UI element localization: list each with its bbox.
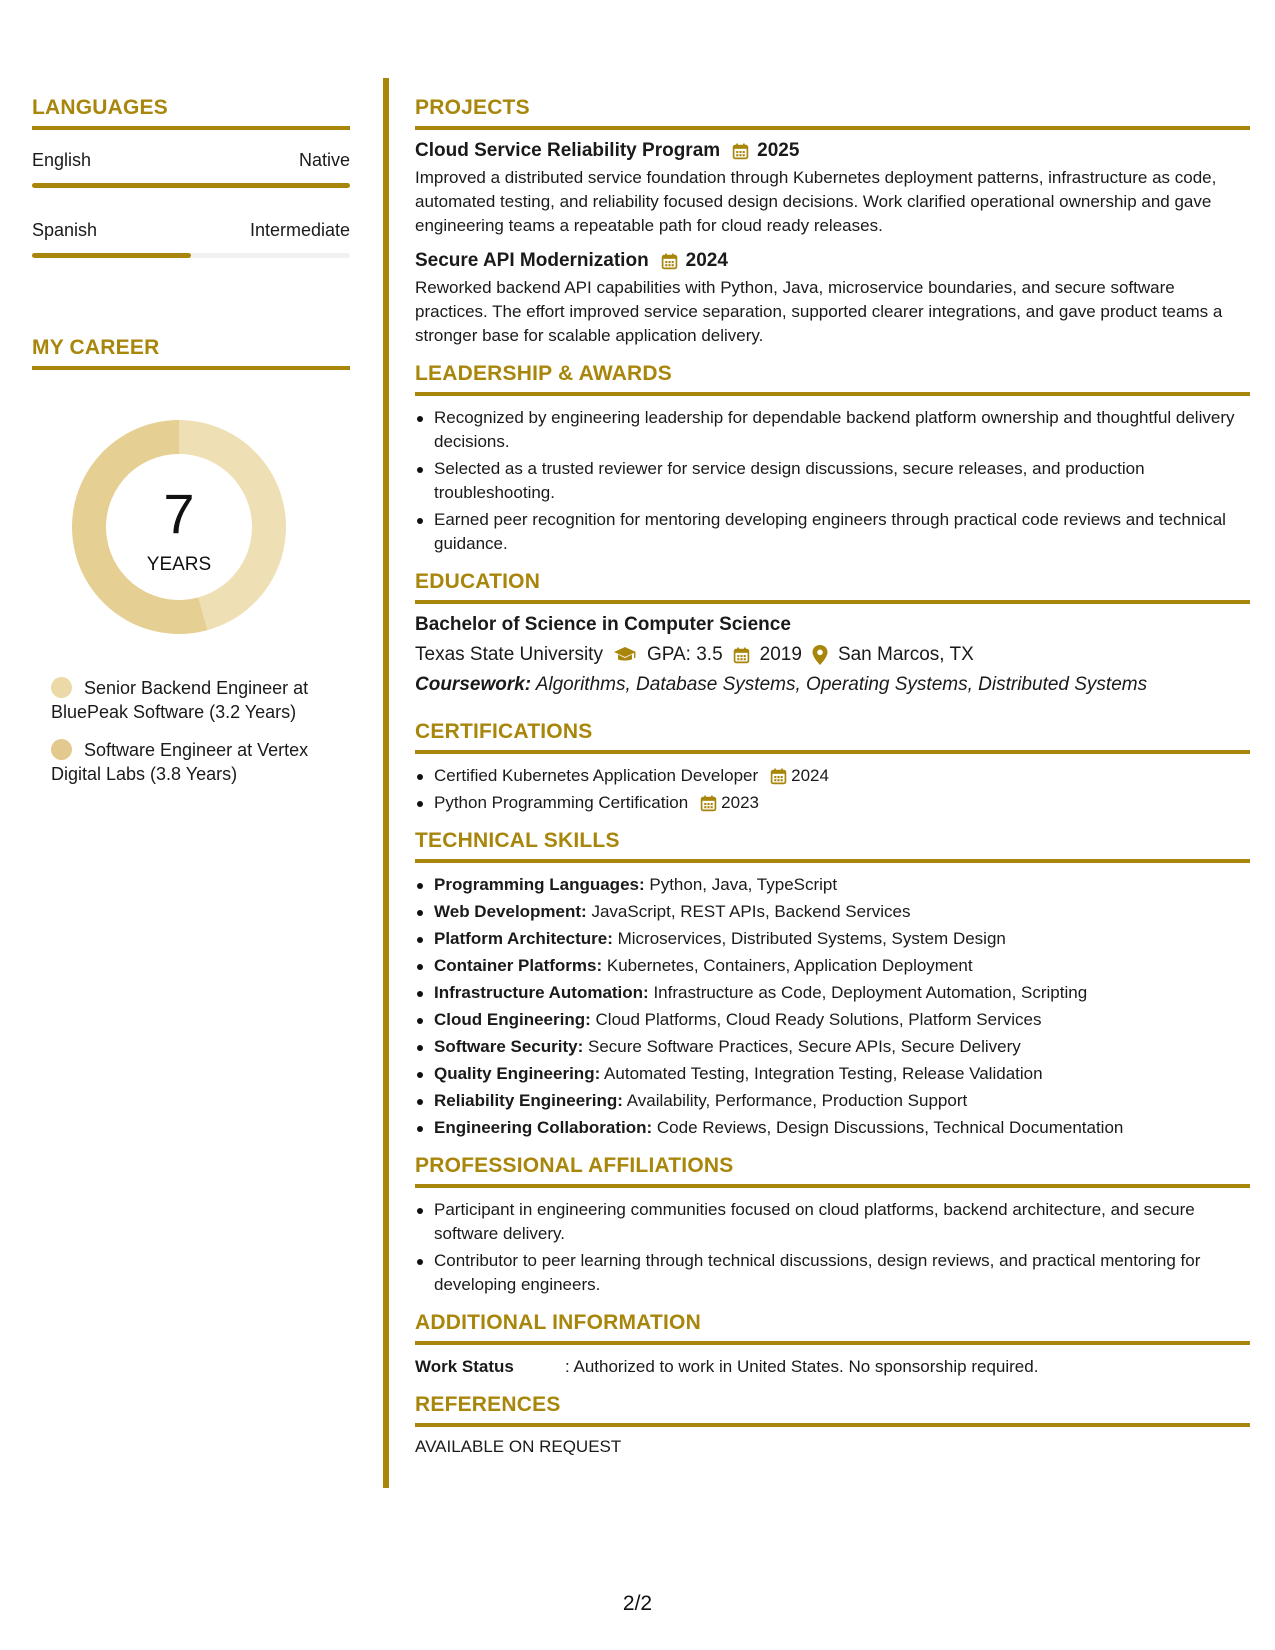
legend-dot-icon [51,677,72,698]
skill-value: Infrastructure as Code, Deployment Automation, Scripting [653,983,1088,1002]
work-status-label: Work Status [415,1357,514,1376]
skill-value: Availability, Performance, Production Support [626,1091,968,1110]
coursework-label: Coursework: [415,674,532,695]
calendar-icon [770,768,787,785]
projects-title: PROJECTS [415,96,530,119]
calendar-icon [733,647,750,664]
career-donut-chart [66,414,292,640]
language-level: Intermediate [249,220,350,240]
skill-value: Kubernetes, Containers, Application Deployment [606,956,973,975]
calendar-icon [700,795,717,812]
references-text: AVAILABLE ON REQUEST [415,1437,622,1456]
skill-value: Python, Java, TypeScript [649,875,838,894]
leadership-section [415,362,1250,556]
certifications-list [415,764,1250,815]
page-number: 2/2 [622,1592,653,1615]
certification-name: Python Programming Certification [434,793,689,812]
projects-section [415,96,1250,348]
affiliations-list [415,1198,1250,1297]
certification-name: Certified Kubernetes Application Developer [434,766,759,785]
project-name: Cloud Service Reliability Program [415,140,721,161]
list-item [415,764,1250,788]
skill-value: Code Reviews, Design Discussions, Technical Documentation [656,1118,1124,1137]
skill-label: Infrastructure Automation: [434,983,649,1002]
project-year: 2024 [685,250,728,271]
education-title: EDUCATION [415,570,541,593]
project-name: Secure API Modernization [415,250,649,271]
career-legend [32,676,350,786]
list-item [415,1008,1250,1032]
section-divider [415,750,1250,754]
additional-info-section [415,1311,1250,1379]
legend-dot-icon [51,739,72,760]
list-item [415,1035,1250,1059]
section-divider [32,126,350,130]
language-proficiency-fill [32,183,350,188]
skill-label: Web Development: [434,902,587,921]
career-title: MY CAREER [32,336,160,359]
education-degree: Bachelor of Science in Computer Science [415,614,791,635]
graduation-cap-icon [613,646,637,664]
skill-label: Quality Engineering: [434,1064,601,1083]
education-coursework [415,674,1250,696]
list-item: Participant in engineering communities focused on cloud platforms, backend architecture, and secure software delivery. [415,1198,1250,1246]
skill-value: Secure Software Practices, Secure APIs, Secure Delivery [588,1037,1021,1056]
column-divider [383,78,389,1488]
education-gpa: GPA: 3.5 [646,644,723,665]
work-status-row [415,1355,1250,1379]
list-item: Selected as a trusted reviewer for service design discussions, secure releases, and production troubleshooting. [415,457,1250,505]
affiliations-title: PROFESSIONAL AFFILIATIONS [415,1154,734,1177]
language-proficiency-bar [32,253,350,258]
project-description: Reworked backend API capabilities with Python, Java, microservice boundaries, and secure software practices. The effort improved service separation, supported clearer integrations, and gave product teams a stronger base for scalable application delivery. [415,278,1223,345]
project-year: 2025 [757,140,800,161]
career-section [32,336,350,800]
leadership-list [415,406,1250,556]
section-divider [415,1341,1250,1345]
languages-title: LANGUAGES [32,96,168,119]
section-divider [415,392,1250,396]
section-divider [415,859,1250,863]
list-item: Contributor to peer learning through technical discussions, design reviews, and practical mentoring for developing engineers. [415,1249,1250,1297]
skill-label: Platform Architecture: [434,929,613,948]
list-item [415,873,1250,897]
skill-label: Container Platforms: [434,956,603,975]
references-title: REFERENCES [415,1393,561,1416]
list-item [415,981,1250,1005]
skill-label: Software Security: [434,1037,584,1056]
section-divider [415,1184,1250,1188]
section-divider [32,366,350,370]
skill-label: Reliability Engineering: [434,1091,623,1110]
list-item: Earned peer recognition for mentoring developing engineers through practical code reviews and technical guidance. [415,508,1250,556]
coursework-value: Algorithms, Database Systems, Operating Systems, Distributed Systems [535,674,1148,695]
affiliations-section [415,1154,1250,1297]
certifications-section [415,720,1250,815]
language-item-english [32,150,350,171]
education-year: 2019 [759,644,802,665]
skill-label: Cloud Engineering: [434,1010,591,1029]
location-pin-icon [812,645,828,665]
skill-value: Automated Testing, Integration Testing, Release Validation [604,1064,1043,1083]
list-item [415,1089,1250,1113]
list-item [415,927,1250,951]
project-description: Improved a distributed service foundation through Kubernetes deployment patterns, infrastructure as code, automated testing, and reliability focused design decisions. Work clarified operational ownership and gave engineering teams a repeatable path for cloud ready releases. [415,168,1217,235]
language-proficiency-bar [32,183,350,188]
section-divider [415,126,1250,130]
leadership-title: LEADERSHIP & AWARDS [415,362,672,385]
career-total-years: 7 [163,482,195,545]
main-column [415,96,1250,1471]
education-location: San Marcos, TX [837,644,974,665]
skills-section [415,829,1250,1140]
list-item [415,900,1250,924]
career-legend-label: Software Engineer at Vertex Digital Labs (3.8 Years) [51,740,309,784]
language-proficiency-fill [32,253,191,258]
skill-label: Programming Languages: [434,875,645,894]
project-header [415,140,1250,162]
language-level: Native [298,150,350,170]
education-details [415,644,1250,666]
education-section [415,570,1250,696]
additional-info-title: ADDITIONAL INFORMATION [415,1311,701,1334]
language-name: English [32,150,92,170]
skill-value: Microservices, Distributed Systems, System Design [617,929,1006,948]
education-school: Texas State University [415,644,603,665]
project-header [415,250,1250,272]
list-item [415,954,1250,978]
calendar-icon [732,143,749,160]
skills-list [415,873,1250,1140]
language-name: Spanish [32,220,98,240]
list-item [415,1062,1250,1086]
career-total-unit: YEARS [146,554,212,575]
skills-title: TECHNICAL SKILLS [415,829,620,852]
certifications-title: CERTIFICATIONS [415,720,593,743]
career-legend-label: Senior Backend Engineer at BluePeak Software (3.2 Years) [51,678,309,722]
certification-year: 2023 [721,793,759,812]
section-divider [415,600,1250,604]
certification-year: 2024 [791,766,829,785]
section-divider [415,1423,1250,1427]
career-legend-item [51,738,350,786]
list-item [415,1116,1250,1140]
language-item-spanish [32,220,350,241]
references-section [415,1393,1250,1457]
calendar-icon [661,253,678,270]
skill-value: JavaScript, REST APIs, Backend Services [591,902,911,921]
list-item: Recognized by engineering leadership for dependable backend platform ownership and thoughtful delivery decisions. [415,406,1250,454]
work-status-value: : Authorized to work in United States. No sponsorship required. [565,1357,1039,1376]
skill-value: Cloud Platforms, Cloud Ready Solutions, Platform Services [595,1010,1042,1029]
list-item [415,791,1250,815]
career-legend-item [51,676,350,724]
languages-section [32,96,350,258]
skill-label: Engineering Collaboration: [434,1118,653,1137]
